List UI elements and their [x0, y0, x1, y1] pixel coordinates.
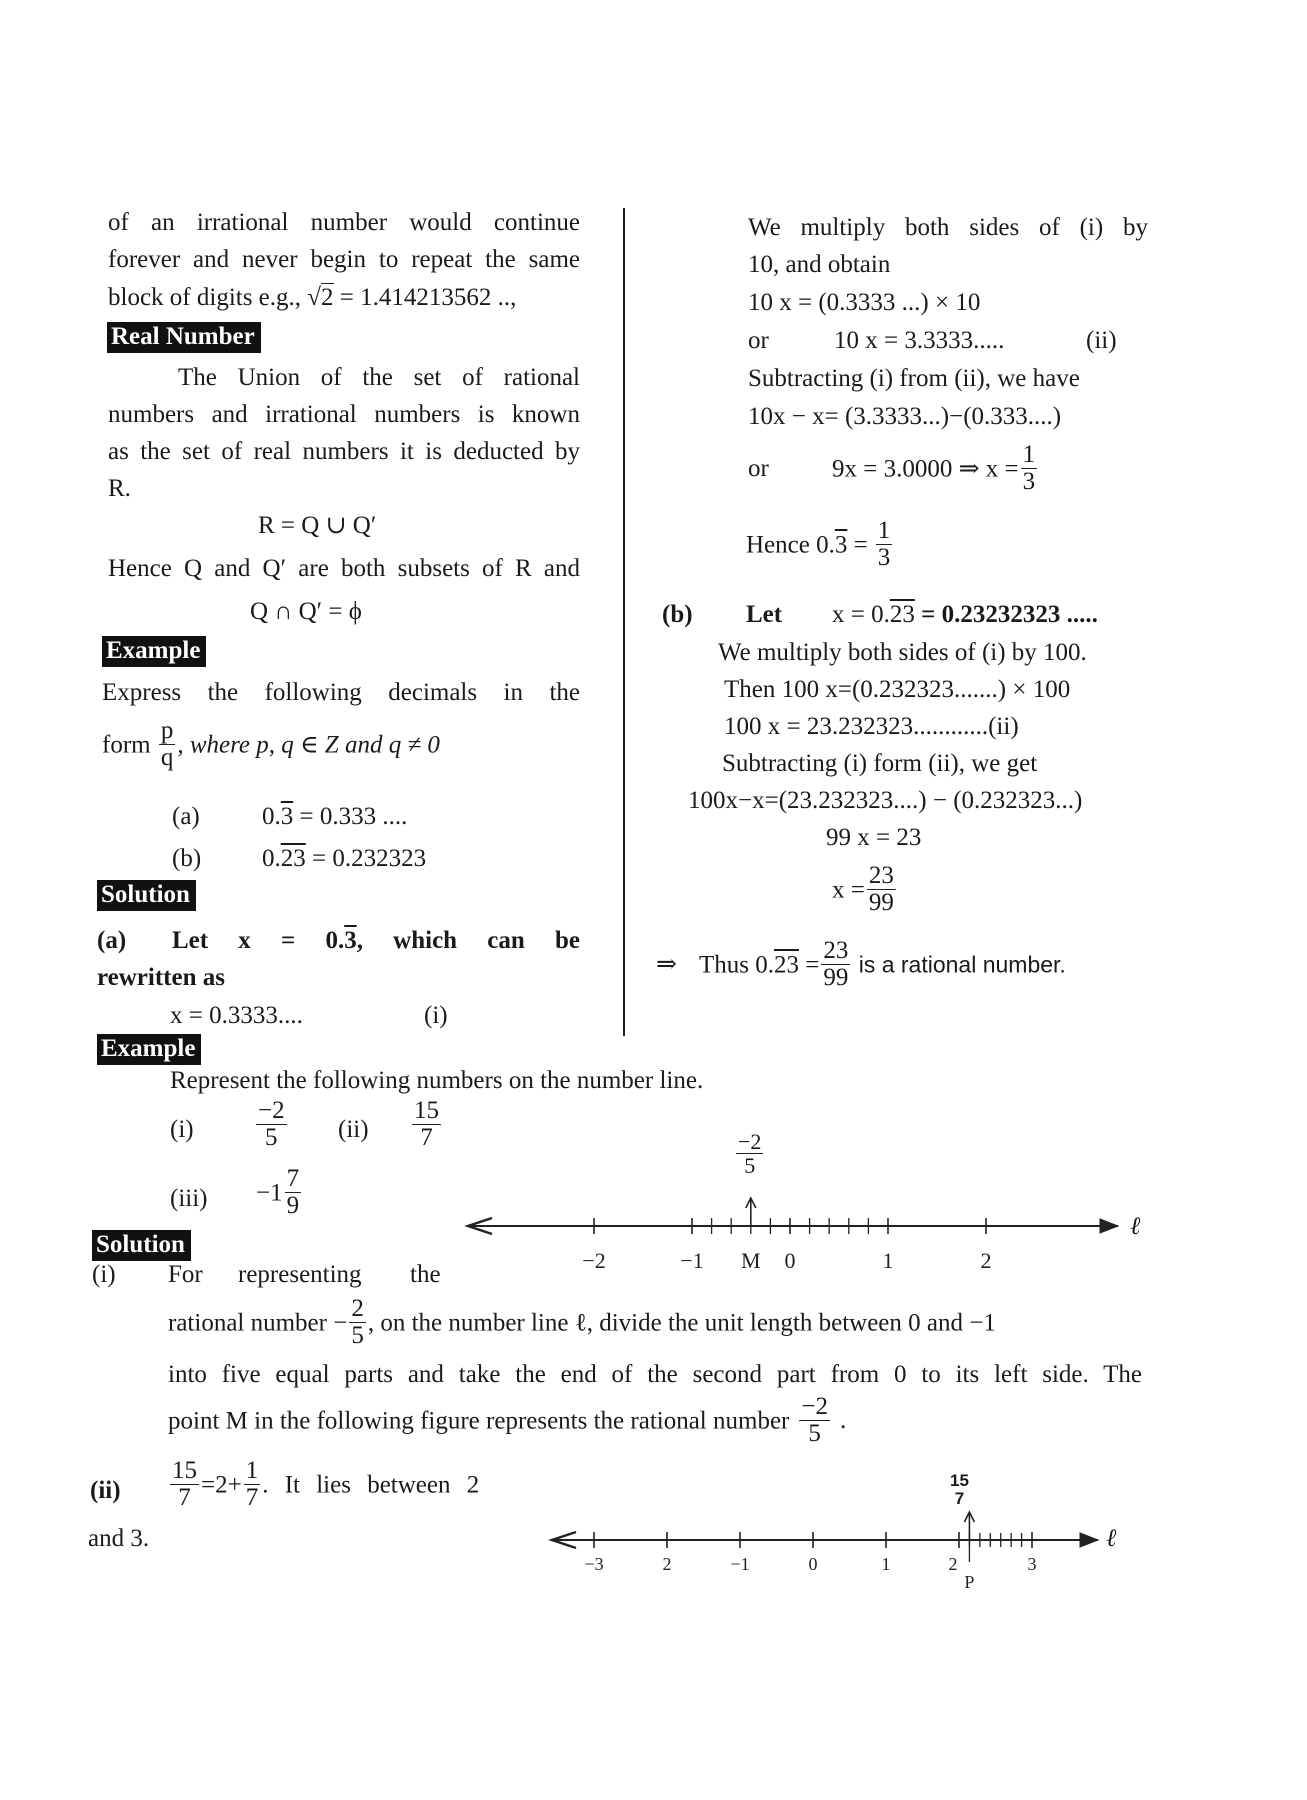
- fraction-15-7-ii: $\frac{15}{7}$: [172, 1457, 197, 1512]
- multiply-line-2: 10, and obtain: [748, 251, 891, 278]
- fraction-7-9: $\frac{7}{9}$: [286, 1165, 300, 1220]
- part-b-label: (b): [662, 601, 693, 628]
- tick-label: 1: [882, 1248, 894, 1273]
- real-def-line-2: numbers and irrational numbers is known: [108, 401, 580, 428]
- fraction-2-5: $\frac{2}{5}$: [351, 1295, 364, 1350]
- fraction-neg2-5-text: $\frac{-2}{5}$: [801, 1393, 828, 1448]
- axis-arrow-right: [1100, 1219, 1118, 1233]
- example2-item-i-label: (i): [170, 1116, 194, 1143]
- solution-a-label: (a): [97, 927, 127, 954]
- difference-line-2: 100x−x=(23.232323....) − (0.232323...): [688, 787, 1083, 814]
- express-line: Express the following decimals in the: [102, 679, 580, 706]
- tick-label: 0: [784, 1248, 796, 1273]
- or-label-2: or: [748, 455, 769, 482]
- tick-label: M: [741, 1248, 761, 1273]
- example-item-a-label: (a): [172, 803, 200, 830]
- sqrt-example-line: block of digits e.g., √2 = 1.414213562 ..,: [108, 284, 517, 311]
- x-equals-fraction: x = $\frac{23}{99}$: [832, 862, 894, 917]
- solution2-i-line-3: into five equal parts and take the end of the second part from 0 to its left side. The: [168, 1361, 1142, 1388]
- solution2-i-word-for: For: [168, 1261, 203, 1288]
- solution2-i-word-the: the: [410, 1261, 441, 1288]
- intro-line-1: of an irrational number would continue: [108, 209, 580, 236]
- multiply-line-1: We multiply both sides of (i) by: [748, 214, 1148, 241]
- fraction-1-7: $\frac{1}{7}$: [245, 1457, 259, 1512]
- multiply-100-line: We multiply both sides of (i) by 100.: [718, 639, 1087, 666]
- solution2-ii-equation: $\frac{15}{7}$ =2+ $\frac{1}{7}$ . It lies between 2: [172, 1457, 480, 1512]
- equation-ii-tag: (ii): [1086, 327, 1117, 354]
- example2-item-iii-label: (iii): [170, 1185, 208, 1212]
- equation-99x: 99 x = 23: [826, 824, 922, 851]
- sqrt-symbol: √: [307, 284, 322, 311]
- fraction-one-third: $\frac{1}{3}$: [1022, 441, 1036, 496]
- solution-a-text: Let x = 0.3, which can be: [172, 927, 580, 954]
- tick-label: 2: [980, 1248, 992, 1273]
- fraction-neg2-5-marker: $\frac{-2}{5}$: [738, 1129, 762, 1179]
- number-line-1-group: [468, 1198, 1118, 1273]
- then-line: Then 100 x=(0.232323.......) × 100: [724, 676, 1071, 703]
- example2-item-ii-label: (ii): [338, 1116, 369, 1143]
- equation-9x: 9x = 3.0000 ⇒ x = $\frac{1}{3}$: [832, 441, 1036, 496]
- rewritten-as: rewritten as: [97, 964, 225, 991]
- equation-100x: 100 x = 23.232323............(ii): [724, 713, 1019, 740]
- difference-line-1: 10x − x= (3.3333...)−(0.333....): [748, 403, 1062, 430]
- number-line-1-axis-label: ℓ: [1130, 1213, 1141, 1240]
- example-heading-1: Example: [102, 636, 206, 667]
- solution2-i-line-4: point M in the following figure represents the rational number $\frac{-2}{5}$ .: [168, 1393, 847, 1448]
- real-def-line-1: The Union of the set of rational: [178, 364, 580, 391]
- solution2-i-label: (i): [92, 1261, 116, 1288]
- tick-label: −3: [584, 1554, 604, 1574]
- intro-line-2: forever and never begin to repeat the same: [108, 246, 580, 273]
- represent-prompt: Represent the following numbers on the number line.: [170, 1067, 704, 1094]
- real-number-heading: Real Number: [107, 322, 261, 353]
- example-item-b: 0.23 = 0.232323: [262, 845, 427, 872]
- tick-label: 3: [1027, 1554, 1037, 1574]
- real-def-line-3: as the set of real numbers it is deducted by: [108, 438, 580, 465]
- hence-subsets-line: Hence Q and Q′ are both subsets of R and: [108, 555, 580, 582]
- subtracting-line-2: Subtracting (i) form (ii), we get: [722, 750, 1038, 777]
- part-b-equation: x = 0.23 = 0.23232323 .....: [832, 601, 1098, 628]
- solution2-i-line-2: rational number − $\frac{2}{5}$ , on the number line ℓ, divide the unit length between 0 and −1: [168, 1295, 996, 1350]
- tick-label: 2: [662, 1554, 672, 1574]
- equation-r-union: R = Q ∪ Q′: [258, 512, 377, 539]
- form-line: form $\frac{p}{q}$ , where p, q ∈ Z and q ≠ 0: [102, 717, 440, 772]
- solution-heading-1: Solution: [97, 880, 196, 911]
- fraction-23-99-2: $\frac{23}{99}$: [823, 937, 849, 992]
- fraction-15-7-marker: 15 7: [950, 1471, 969, 1508]
- tick-label: 1: [881, 1554, 891, 1574]
- example-item-b-label: (b): [172, 845, 202, 872]
- real-def-line-4: R.: [108, 475, 131, 502]
- equation-i: x = 0.3333....: [170, 1002, 303, 1029]
- number-line-2-group: [552, 1512, 1098, 1592]
- hence-line: Hence 0.3 = $\frac{1}{3}$: [746, 517, 891, 572]
- tick-label: 0: [808, 1554, 818, 1574]
- tick-label: 2: [948, 1554, 958, 1574]
- example-heading-2: Example: [97, 1034, 201, 1065]
- fraction-neg2-5: $\frac{-2}{5}$: [258, 1097, 285, 1152]
- equation-10x-ii: 10 x = 3.3333.....: [834, 327, 1005, 354]
- equation-intersection: Q ∩ Q′ = ϕ: [250, 598, 362, 625]
- equation-i-tag: (i): [424, 1002, 448, 1029]
- example-item-a: 0.3 = 0.333 ....: [262, 803, 408, 830]
- subtracting-line-1: Subtracting (i) from (ii), we have: [748, 365, 1080, 392]
- tick-label: −1: [730, 1554, 750, 1574]
- point-p-label: P: [964, 1572, 975, 1592]
- solution2-ii-label: (ii): [90, 1477, 121, 1504]
- or-label-1: or: [748, 327, 769, 354]
- fraction-15-7: $\frac{15}{7}$: [414, 1097, 439, 1152]
- example2-item-iii: −1 $\frac{7}{9}$: [256, 1165, 300, 1220]
- solution-heading-2: Solution: [92, 1230, 191, 1261]
- number-line-2-marker-label: [946, 1472, 973, 1508]
- number-line-1-marker-label: [734, 1130, 765, 1177]
- tick-label: −1: [680, 1248, 704, 1273]
- axis-arrow-right: [1080, 1533, 1098, 1547]
- fraction-p-over-q: $\frac{p}{q}$: [160, 717, 174, 772]
- equation-10x: 10 x = (0.3333 ...) × 10: [748, 289, 981, 316]
- number-line-2-axis-label: ℓ: [1106, 1525, 1117, 1552]
- thus-line: ⇒ Thus 0.23 = $\frac{23}{99}$ is a rational number.: [656, 937, 1066, 992]
- tick-label: −2: [582, 1248, 606, 1273]
- fraction-23-99: $\frac{23}{99}$: [868, 862, 894, 917]
- solution2-ii-line-2: and 3.: [88, 1525, 150, 1552]
- part-b-let: Let: [746, 601, 783, 628]
- fraction-one-third-2: $\frac{1}{3}$: [877, 517, 891, 572]
- solution2-i-word-representing: representing: [238, 1261, 362, 1288]
